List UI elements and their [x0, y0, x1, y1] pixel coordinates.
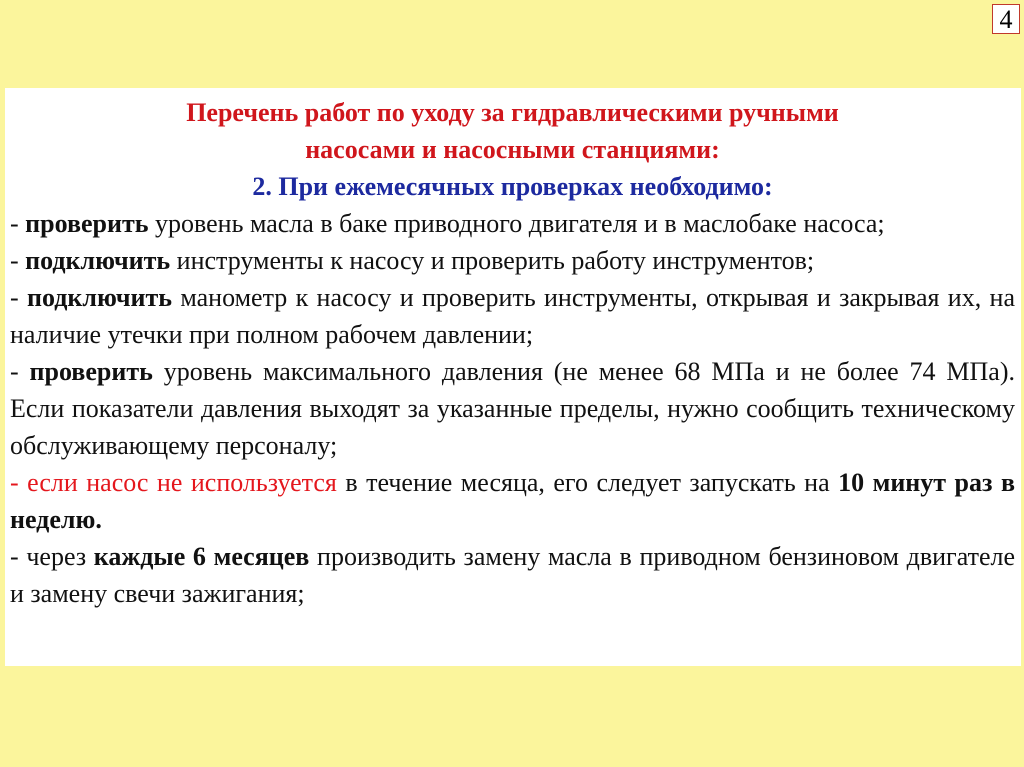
item-prefix: -	[10, 246, 26, 275]
title-line-2: насосами и насосными станциями:	[305, 135, 720, 164]
item-keyword: подключить	[27, 283, 172, 312]
item-highlight-red: - если насос не используется	[10, 468, 337, 497]
list-item-4	[10, 353, 1015, 464]
title-line-1: Перечень работ по уходу за гидравлическими ручными	[186, 98, 839, 127]
item-keyword: каждые 6 месяцев	[93, 542, 310, 571]
list-item-3	[10, 279, 1015, 353]
item-prefix: -	[10, 209, 26, 238]
item-text: манометр к насосу и проверить инструменты, открывая и закрывая их, на наличие утечки при полном рабочем давлении;	[10, 283, 1015, 349]
item-prefix: -	[10, 357, 30, 386]
item-text: уровень масла в баке приводного двигателя и в маслобаке насоса;	[148, 209, 885, 238]
list-item-2	[10, 242, 1015, 279]
list-item-6	[10, 538, 1015, 612]
subtitle: 2. При ежемесячных проверках необходимо:	[252, 172, 773, 201]
item-prefix: -	[10, 283, 27, 312]
item-keyword-tail: 10 минут раз в неделю.	[10, 468, 1015, 534]
item-text: инструменты к насосу и проверить работу инструментов;	[170, 246, 815, 275]
item-prefix: - через	[10, 542, 94, 571]
list-item-1	[10, 205, 1015, 242]
list-item-5	[10, 464, 1015, 538]
item-text: в течение месяца, его следует запускать на	[336, 468, 839, 497]
item-text: производить замену масла в приводном бензиновом двигателе и замену свечи зажигания;	[10, 542, 1016, 608]
item-text: уровень максимального давления (не менее 68 МПа и не более 74 МПа). Если показатели давления выходят за указанные пределы, нужно сообщить техническому обслуживающему персоналу;	[10, 357, 1015, 460]
item-keyword: проверить	[29, 357, 153, 386]
page-number: 4	[992, 4, 1020, 34]
slide-content	[5, 88, 1021, 666]
item-keyword: подключить	[25, 246, 171, 275]
item-keyword: проверить	[25, 209, 149, 238]
